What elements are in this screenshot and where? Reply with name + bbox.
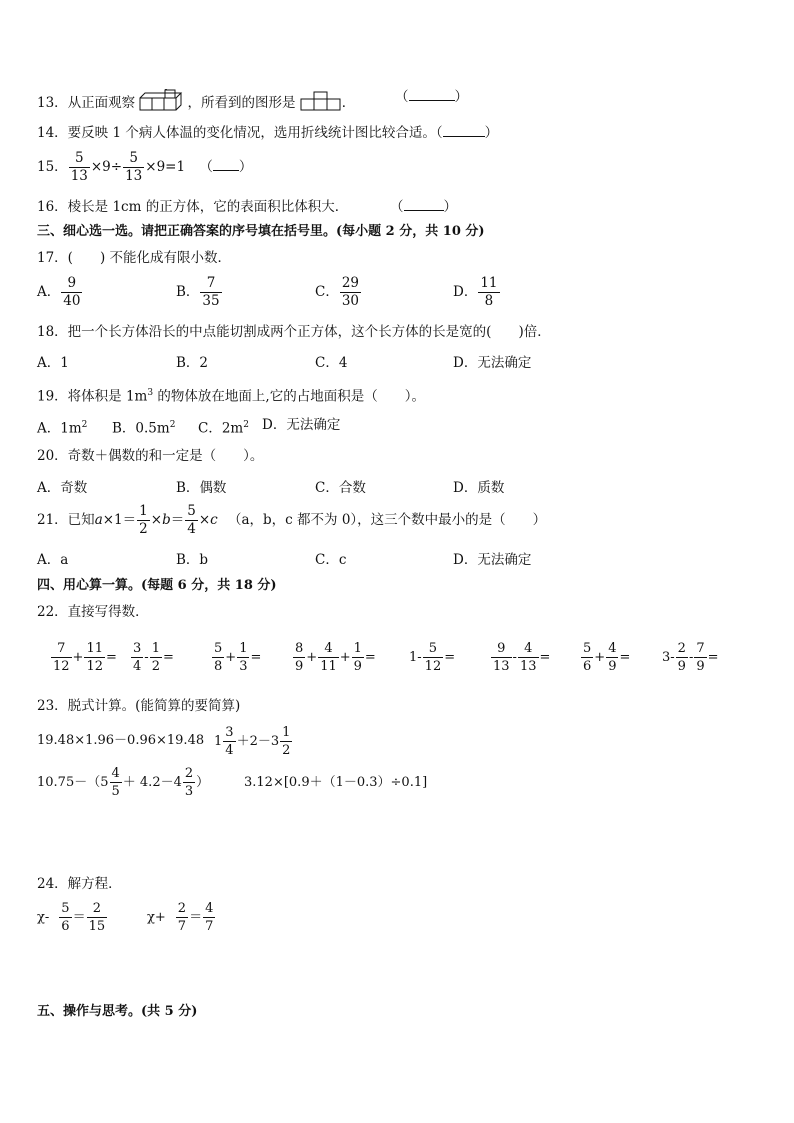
section-3-heading: 三、细心选一选。请把正确答案的序号填在括号里。(每小题 2 分，共 10 分) (37, 224, 485, 239)
option-text: C．2m (198, 420, 244, 437)
denominator: 2 (282, 743, 291, 758)
fraction (293, 640, 305, 675)
fraction (694, 640, 706, 675)
numerator: 7 (51, 640, 72, 658)
denominator: 4 (133, 659, 142, 674)
var-a: a (94, 512, 103, 528)
fraction (185, 503, 198, 538)
exponent: 2 (169, 420, 176, 430)
numerator: 9 (61, 275, 82, 293)
equals: = (106, 650, 117, 665)
denominator: 7 (205, 919, 214, 934)
numerator: 3 (225, 725, 234, 740)
prefix: 3- (662, 650, 675, 665)
q15-paren-right: ） (238, 159, 253, 175)
question-15 (37, 150, 252, 185)
fraction (352, 640, 364, 675)
fraction (223, 724, 235, 759)
var-c: c (210, 512, 218, 528)
fraction (59, 900, 71, 935)
denominator: 5 (111, 784, 120, 799)
fraction (318, 640, 339, 675)
expr-part: ＋ 4.2－4 (122, 775, 182, 790)
q20-option-b[interactable]: B．偶数 (176, 480, 227, 496)
q20-option-c[interactable]: C．合数 (315, 480, 366, 496)
denominator: 3 (239, 659, 248, 674)
q16-answer-blank[interactable] (390, 199, 457, 215)
option-label: C． (315, 284, 339, 300)
q19-stem-b: 的物体放在地面上,它的占地面积是（ ）。 (153, 388, 425, 405)
numerator: 1 (239, 641, 248, 656)
q14-blank-line[interactable] (443, 135, 485, 137)
q23-expression-2 (214, 724, 293, 759)
fraction (423, 640, 444, 675)
fraction (87, 900, 108, 935)
prefix: 1- (409, 650, 422, 665)
numerator: 2 (184, 766, 194, 781)
denominator: 11 (320, 659, 337, 674)
numerator: 11 (480, 275, 498, 291)
q24-equation-1 (37, 900, 108, 935)
section-4-heading: 四、用心算一算。(每题 6 分，共 18 分) (37, 578, 277, 593)
question-16 (37, 199, 348, 215)
numerator: 9 (491, 640, 512, 658)
q22-item-5 (409, 640, 455, 675)
q20-option-a[interactable]: A．奇数 (37, 480, 88, 496)
equals: = (162, 650, 174, 665)
fraction (84, 640, 105, 675)
op: + (306, 650, 318, 665)
q22-item-7 (580, 640, 630, 675)
numerator: 2 (177, 901, 187, 916)
q15-operator: ×9÷ (90, 159, 123, 175)
numerator: 7 (696, 641, 705, 656)
question-18: 18．把一个长方体沿长的中点能切割成两个正方体，这个长方体的长是宽的( )倍． (37, 324, 551, 340)
expr-part: 10.75－（5 (37, 775, 109, 790)
q13-text-mid: ，所看到的图形是 (187, 95, 296, 111)
q22-item-6 (490, 640, 550, 675)
denominator: 2 (139, 521, 148, 537)
option-text: B．0.5m (112, 420, 170, 437)
fraction (110, 765, 122, 800)
denominator: 9 (608, 659, 617, 674)
section-5-heading: 五、操作与思考。(共 5 分) (37, 1004, 198, 1019)
question-19 (37, 385, 425, 405)
cube-stack-front-view-icon (139, 89, 187, 111)
numerator: 1 (139, 503, 148, 519)
op: + (225, 650, 237, 665)
op: + (72, 650, 84, 665)
denominator: 8 (214, 659, 223, 674)
numerator: 5 (123, 150, 144, 168)
denominator: 12 (86, 659, 103, 674)
var-b: b (162, 512, 171, 528)
q21-post: （a，b，c 都不为 0），这三个数中最小的是（ ） (227, 512, 547, 528)
q19-stem-a: 19．将体积是 1m (37, 388, 148, 405)
denominator: 4 (187, 521, 196, 537)
denominator: 12 (53, 659, 70, 674)
q23-expression-1: 19.48×1.96－0.96×19.48 (37, 733, 205, 748)
fraction (518, 640, 539, 675)
q15-paren-left: （ (199, 159, 213, 175)
question-17: 17．( ) 不能化成有限小数． (37, 250, 232, 266)
equals: = (444, 650, 456, 665)
denominator: 13 (70, 168, 88, 184)
q18-option-a[interactable]: A．1 (37, 355, 69, 371)
question-21 (37, 503, 546, 538)
q22-item-1 (50, 640, 117, 675)
q18-option-b[interactable]: B．2 (176, 355, 209, 371)
q19-exponent: 3 (147, 388, 154, 398)
whole: 1 (214, 734, 223, 749)
denominator: 2 (151, 659, 160, 674)
q24-equation-2 (147, 900, 216, 935)
q13-paren-left: （ (395, 89, 409, 105)
q21-option-c[interactable]: C．c (315, 552, 347, 568)
numerator: 4 (518, 640, 539, 658)
option-label: A． (37, 284, 61, 300)
q13-text-post: ． (341, 95, 356, 111)
numerator: 5 (69, 150, 90, 168)
q14-paren-right: ） (484, 125, 499, 141)
question-23: 23．脱式计算。(能简算的要简算) (37, 698, 241, 714)
fraction (150, 640, 162, 675)
q13-number: 13． (37, 95, 68, 111)
question-24: 24．解方程． (37, 876, 122, 892)
fraction (137, 503, 150, 538)
expr-part: χ- (37, 910, 50, 925)
equals: ＝ (72, 910, 86, 925)
numerator: 5 (61, 901, 70, 916)
fraction (131, 640, 143, 675)
q23-expression-4: 3.12×[0.9＋（1－0.3）÷0.1] (244, 775, 428, 790)
equals: = (539, 650, 551, 665)
option-text: D．无法确定 (262, 417, 341, 433)
q22-item-3 (211, 640, 261, 675)
q17-option-b[interactable] (176, 275, 223, 310)
op: × (150, 512, 163, 528)
denominator: 4 (225, 743, 234, 758)
numerator: 7 (200, 275, 221, 293)
fraction (340, 275, 361, 310)
denominator: 3 (184, 784, 194, 799)
exponent: 2 (81, 420, 88, 430)
numerator: 2 (677, 641, 686, 656)
op: × (198, 512, 211, 528)
fraction (676, 640, 688, 675)
q21-option-a[interactable]: A．a (37, 552, 69, 568)
numerator: 1 (282, 725, 291, 740)
option-label: D． (453, 284, 478, 300)
fraction (212, 640, 224, 675)
numerator: 5 (423, 640, 444, 658)
q16-text: 16．棱长是 1cm 的正方体，它的表面积比体积大． (37, 199, 349, 215)
fraction (183, 765, 195, 800)
equals: = (364, 650, 376, 665)
fraction (176, 900, 188, 935)
q17-option-d[interactable] (453, 275, 501, 310)
q19-option-b[interactable] (112, 417, 175, 437)
q18-option-d[interactable]: D．无法确定 (453, 355, 532, 371)
shape-view-icon (300, 91, 342, 111)
denominator: 6 (583, 659, 592, 674)
op: ＋2－3 (236, 734, 280, 749)
question-22: 22．直接写得数． (37, 604, 149, 620)
denominator: 15 (88, 919, 106, 934)
denominator: 13 (493, 659, 510, 674)
fraction (581, 640, 593, 675)
denominator: 9 (295, 659, 304, 674)
fraction (491, 640, 512, 675)
fraction (237, 640, 249, 675)
fraction (280, 724, 292, 759)
question-13 (37, 89, 355, 111)
numerator: 4 (318, 640, 339, 658)
q21-option-b[interactable]: B．b (176, 552, 209, 568)
q14-text: 14．要反映 1 个病人体温的变化情况，选用折线统计图比较合适。（ (37, 125, 443, 141)
equals: = (707, 650, 719, 665)
numerator: 5 (583, 641, 592, 656)
q23-expression-3 (37, 765, 209, 800)
denominator: 30 (341, 293, 360, 309)
q15-number: 15． (37, 159, 68, 175)
numerator: 3 (133, 641, 142, 656)
exponent: 2 (243, 420, 249, 430)
q19-option-a[interactable] (37, 417, 87, 437)
option-label: B． (176, 284, 200, 300)
fraction (203, 900, 215, 935)
op: - (688, 650, 694, 665)
numerator: 29 (341, 275, 360, 291)
q21-option-d[interactable]: D．无法确定 (453, 552, 532, 568)
q15-fraction-1 (69, 150, 90, 185)
q16-paren-left: （ (390, 199, 404, 215)
q22-item-2 (130, 640, 174, 675)
op: - (144, 650, 149, 665)
op: + (339, 650, 351, 665)
numerator: 5 (214, 641, 223, 656)
fraction (51, 640, 72, 675)
numerator: 5 (187, 503, 196, 519)
expr-part: ） (196, 775, 210, 790)
expr-part: χ+ (147, 910, 166, 925)
numerator: 4 (111, 766, 120, 781)
q13-text-pre: 从正面观察 (67, 95, 136, 111)
equals: = (250, 650, 262, 665)
q15-tail: ×9=1 (145, 159, 186, 175)
denominator: 12 (424, 659, 442, 674)
equals: ＝ (189, 910, 203, 925)
denominator: 35 (202, 293, 220, 309)
q15-fraction-2 (123, 150, 144, 185)
equals: = (619, 650, 631, 665)
denominator: 13 (125, 168, 143, 184)
q19-option-c[interactable] (198, 417, 249, 437)
q22-item-4 (292, 640, 376, 675)
fraction (200, 275, 221, 310)
denominator: 9 (677, 659, 686, 674)
denominator: 6 (61, 919, 70, 934)
numerator: 8 (295, 641, 304, 656)
q13-answer-blank[interactable] (395, 89, 468, 105)
denominator: 40 (63, 293, 81, 309)
denominator: 9 (696, 659, 705, 674)
q17-option-a[interactable] (37, 275, 83, 310)
q15-blank-line[interactable] (213, 169, 239, 171)
denominator: 13 (519, 659, 537, 674)
denominator: 7 (177, 919, 187, 934)
q20-option-d[interactable]: D．质数 (453, 480, 505, 496)
q16-paren-right: ） (443, 199, 457, 215)
op: - (512, 650, 517, 665)
option-text: A．1m (37, 420, 82, 437)
fraction (478, 275, 499, 310)
q22-item-8 (662, 640, 719, 675)
q17-option-c[interactable] (315, 275, 362, 310)
q13-paren-right: ） (454, 89, 468, 105)
op: + (594, 650, 606, 665)
numerator: 1 (151, 641, 160, 656)
numerator: 4 (608, 641, 617, 656)
numerator: 11 (86, 641, 103, 656)
q21-pre: 21．已知 (37, 512, 95, 528)
fraction (606, 640, 618, 675)
question-20: 20．奇数＋偶数的和一定是（ ）。 (37, 448, 264, 464)
denominator: 9 (353, 659, 362, 674)
q19-option-d[interactable] (262, 417, 340, 433)
denominator: 8 (484, 293, 494, 309)
numerator: 2 (87, 900, 108, 918)
fraction (61, 275, 82, 310)
q13-blank-line (409, 99, 455, 101)
numerator: 1 (353, 641, 362, 656)
op: ＝ (170, 512, 185, 528)
q16-blank-line (404, 209, 444, 211)
op: ×1＝ (102, 512, 137, 528)
question-14 (37, 125, 498, 141)
q18-option-c[interactable]: C．4 (315, 355, 348, 371)
numerator: 4 (205, 901, 214, 916)
